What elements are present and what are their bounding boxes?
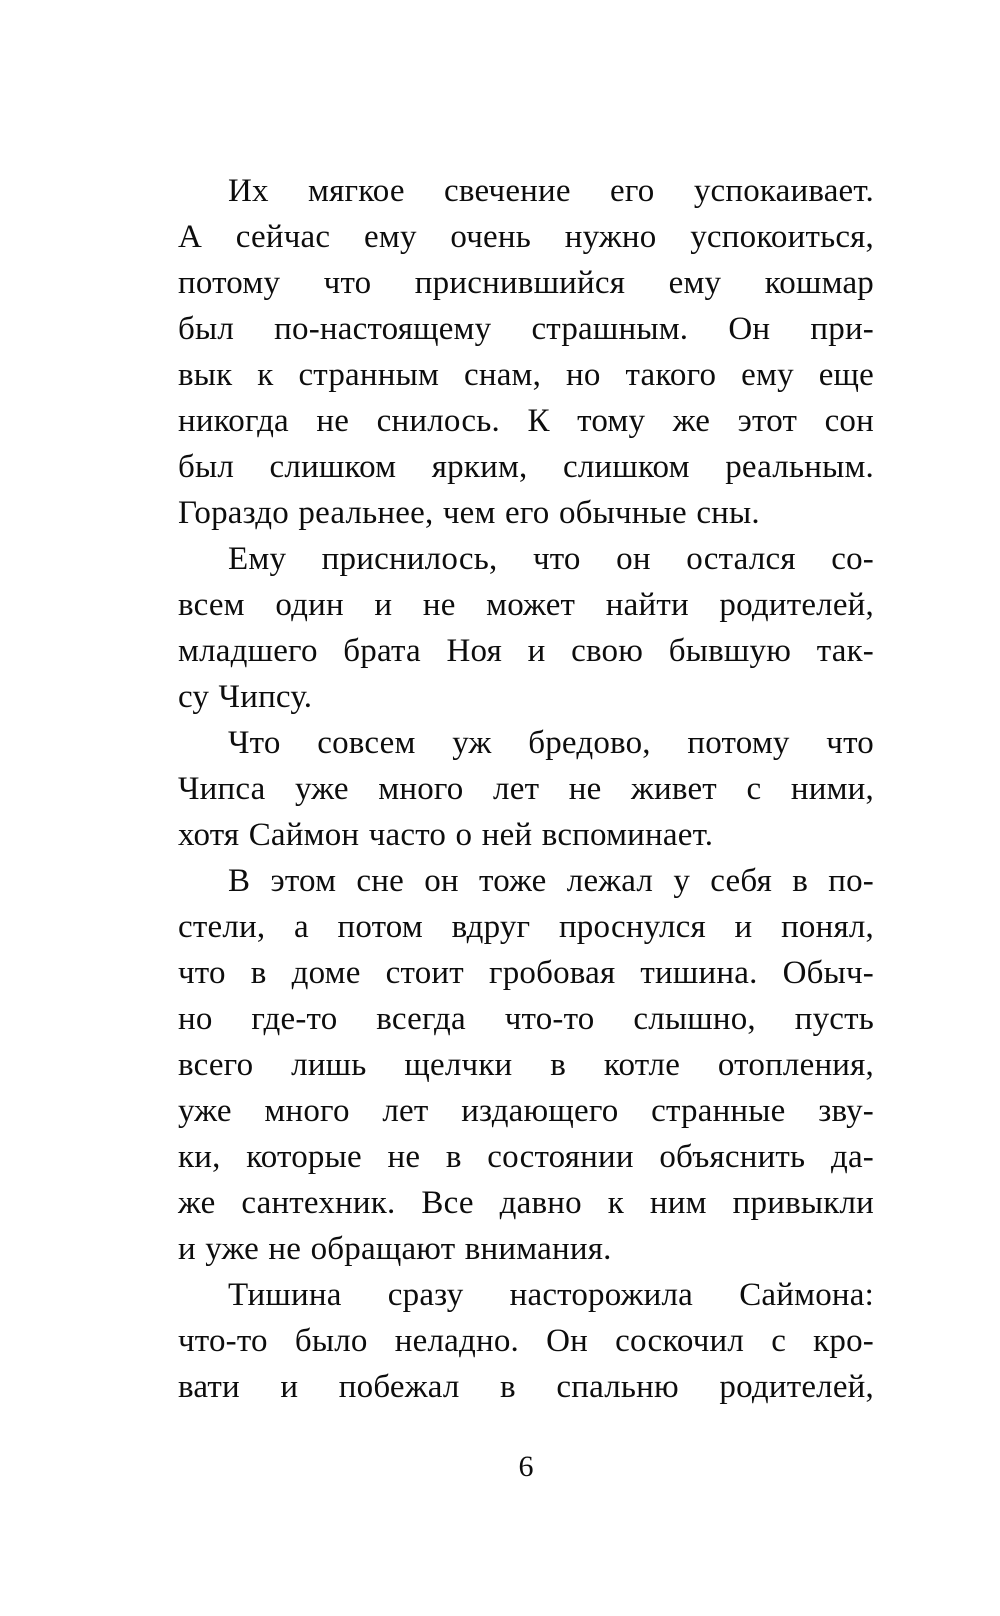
text-line: потому что приснившийся ему кошмар bbox=[178, 265, 874, 301]
text-line: и уже не обращают внимания. bbox=[178, 1231, 612, 1267]
text-line: вати и побежал в спальню родителей, bbox=[178, 1369, 874, 1405]
text-line: Что совсем уж бредово, потому что bbox=[228, 725, 874, 761]
page-text bbox=[178, 168, 874, 1410]
text-line: Гораздо реальнее, чем его обычные сны. bbox=[178, 495, 760, 531]
text-line: В этом сне он тоже лежал у себя в по- bbox=[228, 863, 874, 899]
text-line: уже много лет издающего странные зву- bbox=[178, 1093, 874, 1129]
text-line: никогда не снилось. К тому же этот сон bbox=[178, 403, 874, 439]
text-line: вык к странным снам, но такого ему еще bbox=[178, 357, 874, 393]
text-line: всем один и не может найти родителей, bbox=[178, 587, 874, 623]
text-line: хотя Саймон часто о ней вспоминает. bbox=[178, 817, 714, 853]
text-line: А сейчас ему очень нужно успокоиться, bbox=[178, 219, 874, 255]
text-line: был по-настоящему страшным. Он при- bbox=[178, 311, 874, 347]
text-line: су Чипсу. bbox=[178, 679, 313, 715]
page-number: 6 bbox=[518, 1450, 534, 1483]
text-line: что-то было неладно. Он соскочил с кро- bbox=[178, 1323, 874, 1359]
text-line: младшего брата Ноя и свою бывшую так- bbox=[178, 633, 874, 669]
text-line: стели, а потом вдруг проснулся и понял, bbox=[178, 909, 874, 945]
text-line: что в доме стоит гробовая тишина. Обыч- bbox=[178, 955, 874, 991]
text-line: но где-то всегда что-то слышно, пусть bbox=[178, 1001, 874, 1037]
text-line: Тишина сразу насторожила Саймона: bbox=[228, 1277, 874, 1313]
text-line: был слишком ярким, слишком реальным. bbox=[178, 449, 874, 485]
text-line: ки, которые не в состоянии объяснить да- bbox=[178, 1139, 874, 1175]
text-line: Чипса уже много лет не живет с ними, bbox=[178, 771, 874, 807]
text-line: же сантехник. Все давно к ним привыкли bbox=[178, 1185, 874, 1221]
text-line: Ему приснилось, что он остался со- bbox=[228, 541, 874, 577]
text-line: Их мягкое свечение его успокаивает. bbox=[228, 173, 874, 209]
text-line: всего лишь щелчки в котле отопления, bbox=[178, 1047, 874, 1083]
